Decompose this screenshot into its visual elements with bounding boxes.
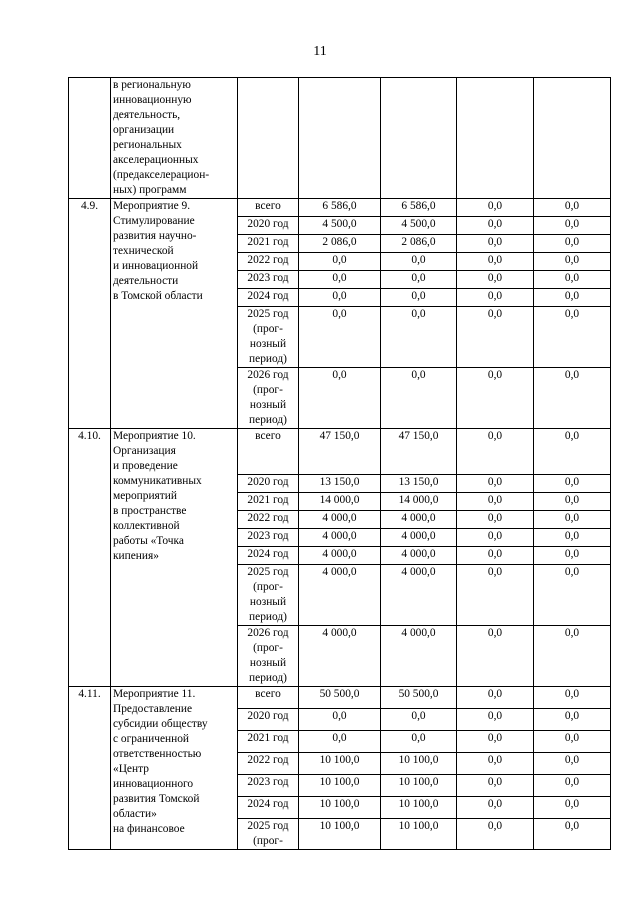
budget-cell: 4 000,0	[381, 511, 457, 529]
value-cell: 0,0	[457, 199, 534, 217]
value-cell: 0,0	[457, 307, 534, 368]
value-cell: 0,0	[534, 429, 611, 475]
row-number-cell: 4.9.	[69, 199, 111, 429]
value-cell: 0,0	[534, 307, 611, 368]
measure-name-cell: в региональную инновационную деятельность, организации региональных акселерационных (предакселерацион- ных) программ	[111, 78, 238, 199]
period-cell: 2022 год	[238, 511, 299, 529]
value-cell: 0,0	[534, 529, 611, 547]
budget-cell: 0,0	[381, 271, 457, 289]
table-row	[69, 687, 611, 709]
total-cell: 0,0	[299, 271, 381, 289]
value-cell: 0,0	[457, 271, 534, 289]
budget-cell: 0,0	[381, 731, 457, 753]
value-cell: 0,0	[457, 429, 534, 475]
total-cell: 4 000,0	[299, 511, 381, 529]
period-cell: 2022 год	[238, 253, 299, 271]
continuation-row	[69, 78, 611, 199]
value-cell: 0,0	[457, 626, 534, 687]
value-cell: 0,0	[457, 368, 534, 429]
value-cell: 0,0	[457, 529, 534, 547]
value-cell: 0,0	[534, 547, 611, 565]
period-cell: 2024 год	[238, 547, 299, 565]
zero-cell-a	[457, 78, 534, 199]
period-cell: всего	[238, 687, 299, 709]
value-cell: 0,0	[534, 253, 611, 271]
period-cell: 2021 год	[238, 731, 299, 753]
budget-table-body	[69, 78, 611, 850]
value-cell: 0,0	[457, 547, 534, 565]
total-cell: 50 500,0	[299, 687, 381, 709]
period-cell: 2026 год (прог- нозный период)	[238, 368, 299, 429]
total-cell: 2 086,0	[299, 235, 381, 253]
period-cell: 2022 год	[238, 753, 299, 775]
period-cell: всего	[238, 429, 299, 475]
period-cell: 2021 год	[238, 493, 299, 511]
value-cell: 0,0	[534, 709, 611, 731]
value-cell: 0,0	[534, 235, 611, 253]
total-cell: 0,0	[299, 709, 381, 731]
value-cell: 0,0	[457, 253, 534, 271]
budget-cell: 4 000,0	[381, 626, 457, 687]
total-cell: 0,0	[299, 368, 381, 429]
budget-cell: 0,0	[381, 709, 457, 731]
budget-cell: 2 086,0	[381, 235, 457, 253]
budget-cell	[381, 78, 457, 199]
value-cell: 0,0	[457, 511, 534, 529]
value-cell: 0,0	[534, 687, 611, 709]
value-cell: 0,0	[457, 235, 534, 253]
total-cell: 14 000,0	[299, 493, 381, 511]
measure-name-cell: Мероприятие 9. Стимулирование развития научно- технической и инновационной деятельности в Томской области	[111, 199, 238, 429]
period-cell: 2021 год	[238, 235, 299, 253]
row-number-cell	[69, 78, 111, 199]
budget-cell: 0,0	[381, 307, 457, 368]
total-cell: 4 500,0	[299, 217, 381, 235]
budget-cell: 6 586,0	[381, 199, 457, 217]
budget-cell: 4 000,0	[381, 547, 457, 565]
budget-cell: 14 000,0	[381, 493, 457, 511]
period-cell: 2020 год	[238, 709, 299, 731]
budget-cell: 0,0	[381, 253, 457, 271]
total-cell: 0,0	[299, 253, 381, 271]
total-cell: 4 000,0	[299, 565, 381, 626]
value-cell: 0,0	[457, 819, 534, 850]
value-cell: 0,0	[457, 289, 534, 307]
period-cell: 2020 год	[238, 475, 299, 493]
total-cell: 4 000,0	[299, 529, 381, 547]
period-cell: 2025 год (прог- нозный период)	[238, 565, 299, 626]
value-cell: 0,0	[457, 687, 534, 709]
budget-cell: 0,0	[381, 368, 457, 429]
value-cell: 0,0	[457, 493, 534, 511]
table-row	[69, 199, 611, 217]
total-cell: 10 100,0	[299, 775, 381, 797]
row-number-cell: 4.10.	[69, 429, 111, 687]
period-cell: 2025 год (прог- нозный период)	[238, 307, 299, 368]
period-cell: 2023 год	[238, 775, 299, 797]
value-cell: 0,0	[534, 775, 611, 797]
total-cell: 47 150,0	[299, 429, 381, 475]
measure-name-cell: Мероприятие 11. Предоставление субсидии обществу с ограниченной ответственностью «Центр инновационного развития Томской области» на финансовое	[111, 687, 238, 850]
budget-cell: 10 100,0	[381, 753, 457, 775]
value-cell: 0,0	[534, 565, 611, 626]
value-cell: 0,0	[457, 475, 534, 493]
period-cell: 2020 год	[238, 217, 299, 235]
period-cell	[238, 78, 299, 199]
total-cell	[299, 78, 381, 199]
budget-cell: 13 150,0	[381, 475, 457, 493]
value-cell: 0,0	[534, 511, 611, 529]
value-cell: 0,0	[534, 368, 611, 429]
measure-name-cell: Мероприятие 10. Организация и проведение коммуникативных мероприятий в пространстве коллективной работы «Точка кипения»	[111, 429, 238, 687]
table-row	[69, 429, 611, 475]
value-cell: 0,0	[457, 797, 534, 819]
period-cell: 2026 год (прог- нозный период)	[238, 626, 299, 687]
total-cell: 13 150,0	[299, 475, 381, 493]
period-cell: 2023 год	[238, 529, 299, 547]
value-cell: 0,0	[534, 475, 611, 493]
total-cell: 0,0	[299, 307, 381, 368]
value-cell: 0,0	[534, 819, 611, 850]
total-cell: 4 000,0	[299, 626, 381, 687]
value-cell: 0,0	[457, 217, 534, 235]
budget-cell: 10 100,0	[381, 819, 457, 850]
value-cell: 0,0	[457, 709, 534, 731]
value-cell: 0,0	[534, 289, 611, 307]
budget-cell: 4 500,0	[381, 217, 457, 235]
row-number-cell: 4.11.	[69, 687, 111, 850]
value-cell: 0,0	[534, 199, 611, 217]
value-cell: 0,0	[534, 753, 611, 775]
budget-cell: 0,0	[381, 289, 457, 307]
value-cell: 0,0	[457, 775, 534, 797]
value-cell: 0,0	[457, 565, 534, 626]
value-cell: 0,0	[534, 626, 611, 687]
value-cell: 0,0	[457, 731, 534, 753]
budget-cell: 4 000,0	[381, 565, 457, 626]
total-cell: 4 000,0	[299, 547, 381, 565]
period-cell: 2023 год	[238, 271, 299, 289]
budget-cell: 10 100,0	[381, 775, 457, 797]
budget-table	[68, 77, 611, 850]
budget-cell: 10 100,0	[381, 797, 457, 819]
value-cell: 0,0	[534, 217, 611, 235]
total-cell: 10 100,0	[299, 753, 381, 775]
total-cell: 6 586,0	[299, 199, 381, 217]
budget-cell: 47 150,0	[381, 429, 457, 475]
period-cell: 2024 год	[238, 289, 299, 307]
total-cell: 10 100,0	[299, 819, 381, 850]
zero-cell-b	[534, 78, 611, 199]
period-cell: всего	[238, 199, 299, 217]
period-cell: 2025 год (прог-	[238, 819, 299, 850]
total-cell: 0,0	[299, 731, 381, 753]
value-cell: 0,0	[534, 731, 611, 753]
budget-cell: 50 500,0	[381, 687, 457, 709]
total-cell: 0,0	[299, 289, 381, 307]
value-cell: 0,0	[534, 493, 611, 511]
total-cell: 10 100,0	[299, 797, 381, 819]
period-cell: 2024 год	[238, 797, 299, 819]
page-number: 11	[313, 44, 327, 59]
value-cell: 0,0	[457, 753, 534, 775]
value-cell: 0,0	[534, 797, 611, 819]
value-cell: 0,0	[534, 271, 611, 289]
budget-cell: 4 000,0	[381, 529, 457, 547]
